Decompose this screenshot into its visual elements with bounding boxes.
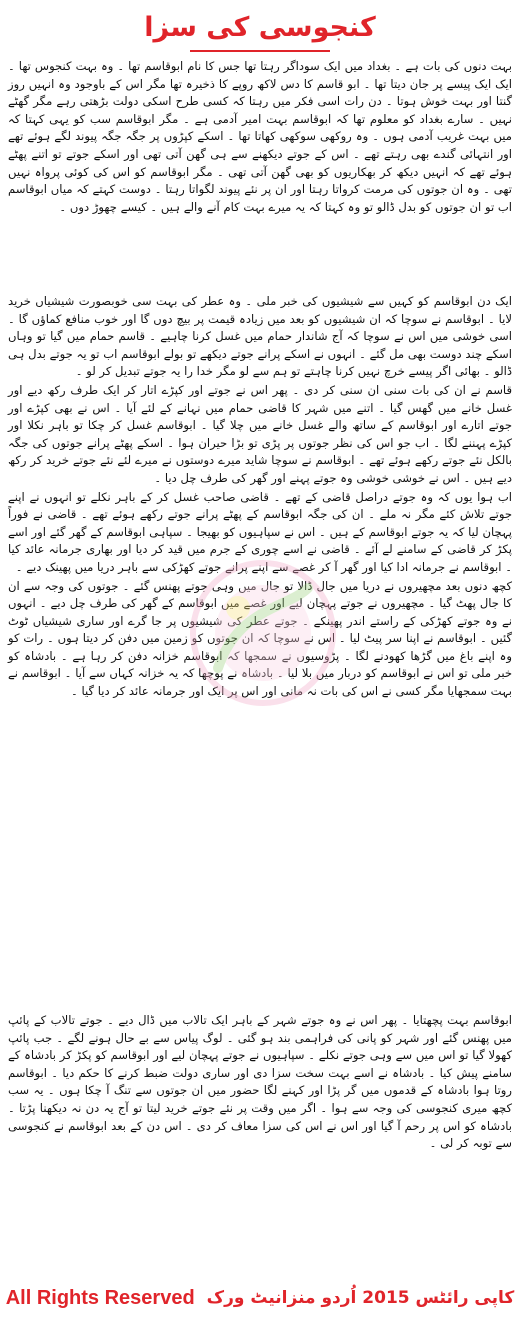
story-paragraph: ایک دن ابوقاسم کو کہیں سے شیشیوں کی خبر ملی ۔ وہ عطر کی بہت سی خوبصورت شیشیاں خرید لایا ۔ ابوقاسم نے سوچا کہ ان شیشیوں کو بعد میں زیادہ قیمت پر بیچ دوں گا اور خوب منافع کماؤں گا ۔ اسی خوشی میں اس نے سوچا کہ آج شاندار حمام میں غسل کرنا چاہیے ۔ قاسم حمام میں گیا تو وہاں اسکے چند دوست بھی مل گئے ۔ انہوں نے اسکے پرانے جوتے دیکھے تو بولے ابوقاسم اب تو یہ جوتے بدل ہی ڈالو ۔ بھائی اگر پیسے خرچ نہیں کرنا چاہتے تو ہم سے لو مگر خدا را یہ جوتے تبدیل کر لو ۔ (8, 294, 512, 379)
story-title: کنجوسی کی سزا (144, 12, 376, 43)
story-paragraph: کچھ دنوں بعد مچھیروں نے دریا میں جال ڈالا تو جال میں وہی جوتے پھنس گئے ۔ جوتوں کی وجہ سے ان کا جال پھٹ گیا ۔ مچھیروں نے جوتے پہچان لیے اور غصے میں ابوقاسم کے گھر کی طرف چل دیے ۔ انہوں نے وہ جوتے کھڑکی کے راستے اندر پھینکے ۔ جوتے عطر کی شیشیوں پر جا گرے اور ساری شیشیاں ٹوٹ گئیں ۔ ابوقاسم نے اپنا سر پیٹ لیا ۔ اس نے سوچا کہ ان جوتوں کو زمین میں دفن کر دیتا ہوں ۔ رات کو وہ اپنے باغ میں گڑھا کھودنے لگا ۔ پڑوسیوں نے سمجھا کہ ابوقاسم خزانہ دفن کر رہا ہے ۔ بادشاہ کو خبر ملی تو اس نے ابوقاسم کو دربار میں بلا لیا ۔ بادشاہ نے پوچھا کہ یہ خزانہ کہاں سے آیا ۔ ابوقاسم نے بہت سمجھایا مگر کسی نے اس کی بات نہ مانی اور اس پر ایک اور جرمانہ عائد کر دیا گیا ۔ (8, 578, 512, 699)
copyright-english: All Rights Reserved (5, 1286, 195, 1309)
title-underline (190, 50, 330, 52)
copyright-footer (0, 1282, 520, 1314)
story-paragraph-3: ابوقاسم بہت پچھتایا ۔ پھر اس نے وہ جوتے شہر کے باہر ایک تالاب میں ڈال دیے ۔ جوتے تالاب کے پائپ میں پھنس گئے اور شہر کو پانی کی فراہمی بند ہو گئی ۔ لوگ پیاس سے بے حال ہونے لگے ۔ جب پائپ کھولا گیا تو اس میں سے وہی جوتے نکلے ۔ سپاہیوں نے جوتے پہچان لیے اور ابوقاسم کو پکڑ کر بادشاہ کے سامنے پیش کیا ۔ بادشاہ نے اسے بہت سخت سزا دی اور ساری دولت ضبط کرنے کا حکم دیا ۔ ابوقاسم روتا ہوا بادشاہ کے قدموں میں گر پڑا اور کہنے لگا حضور میں ان جوتوں سے تنگ آ چکا ہوں ۔ یہ سب کچھ میری کنجوسی کی وجہ سے ہوا ۔ اگر میں وقت پر نئے جوتے خرید لیتا تو آج یہ دن نہ دیکھنا پڑتا ۔ بادشاہ کو اس پر رحم آ گیا اور اس نے اس کی سزا معاف کر دی ۔ اس دن کے بعد ابوقاسم نے کنجوسی سے توبہ کر لی ۔ (8, 1013, 512, 1151)
story-paragraph-group-2 (8, 293, 512, 702)
story-paragraph: اب ہوا یوں کہ وہ جوتے دراصل قاضی کے تھے ۔ قاضی صاحب غسل کر کے باہر نکلے تو انہوں نے اپنے جوتے تلاش کئے مگر نہ ملے ۔ ان کی جگہ ابوقاسم کے پھٹے پرانے جوتے رکھے ہوئے تھے ۔ قاضی نے فوراً پہچان لیا کہ یہ جوتے ابوقاسم کے ہیں ۔ اس نے سپاہیوں کو بھیجا ۔ سپاہی ابوقاسم کے گھر گئے اور اسے پکڑ کر قاضی کے سامنے لے آئے ۔ قاضی نے اسے چوری کے جرم میں قید کر دیا اور بھاری جرمانہ عائد کیا ۔ ابوقاسم نے جرمانہ ادا کیا اور گھر آ کر غصے سے اپنے پرانے جوتے کھڑکی سے باہر دریا میں پھینک دیے ۔ (8, 489, 512, 574)
story-paragraph: قاسم نے ان کی بات سنی ان سنی کر دی ۔ پھر اس نے جوتے اور کپڑے اتار کر ایک طرف رکھ دیے اور غسل خانے میں گھس گیا ۔ اتنے میں شہر کا قاضی حمام میں نہانے کے لئے آیا ۔ اس نے بھی کپڑے اور جوتے اتارے اور ابوقاسم کے ساتھ والے غسل خانے میں چلا گیا ۔ ابوقاسم غسل کر چکا تو باہر نکلا اور کپڑے پہننے لگا ۔ اب جو اس کی نظر جوتوں پر پڑی تو بڑا حیران ہوا ۔ اسکے پھٹے پرانے جوتوں کی جگہ بالکل نئے جوتے رکھے ہوئے تھے ۔ ابوقاسم نے سوچا شاید میرے دوستوں نے میرے لئے نئے جوتے خرید کر رکھ دیے ہیں ۔ اس نے خوشی خوشی وہ جوتے پہنے اور گھر کی طرف چل دیا ۔ (8, 382, 512, 485)
copyright-urdu: کاپی رائٹس 2015 اُردو منزانیٹ ورک (206, 1288, 515, 1308)
story-paragraph-1: بہت دنوں کی بات ہے ۔ بغداد میں ایک سوداگر رہتا تھا جس کا نام ابوقاسم تھا ۔ وہ بہت کنجوس تھا ۔ ایک ایک پیسے پر جان دیتا تھا ۔ ابو قاسم کا دس لاکھ روپے کا ذخیرہ تھا مگر اس کے باوجود وہ انہیں روز گنتا اور بہت خوش ہوتا ۔ دن رات اسی فکر میں رہتا کہ کسی طرح اسکی دولت بڑھتی رہے مگر گھٹے نہیں ۔ سارے بغداد کو معلوم تھا کہ ابوقاسم بہت امیر آدمی ہے ۔ مگر ابوقاسم سب کو یہی کہتا کہ میں بہت غریب آدمی ہوں ۔ وہ روکھی سوکھی کھاتا تھا ۔ اسکے کپڑوں پر جگہ جگہ پیوند لگے ہوئے تھے اور انتہائی گندے بھی رہتے تھے ۔ اس کے جوتے دیکھنے سے ہی گھن آتی تھی اور اسکے جوتے تو اتنے پھٹے ہوئے تھے کہ انہیں دیکھ کر بھکاریوں کو بھی گھن آتی تھی ۔ مگر ابوقاسم کو اس کی کوئی پرواہ نہیں تھی ۔ وہ ان جوتوں کی مرمت کرواتا رہتا اور ان پر نئے پیوند لگواتا رہتا ۔ دوست کہتے کہ میاں ابوقاسم اب تو ان جوتوں کو بدل ڈالو تو وہ کہتا کہ یہ میرے بہت کام آنے والے ہیں ۔ کیسے چھوڑ دوں ۔ (8, 59, 512, 214)
